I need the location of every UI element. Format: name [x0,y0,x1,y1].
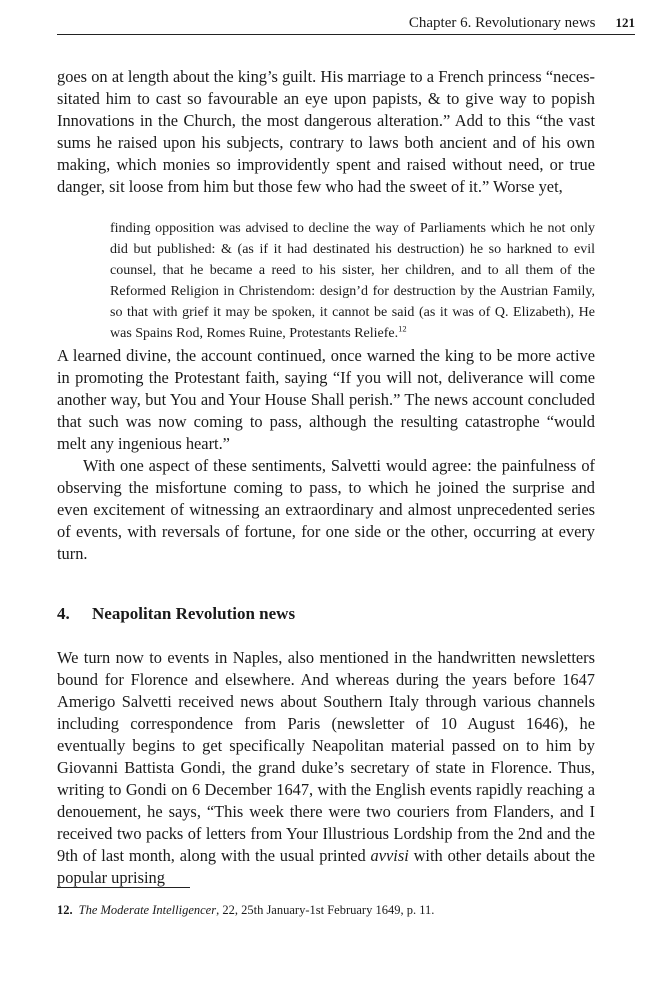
paragraph-kings-guilt: goes on at length about the king’s guilt. His marriage to a French princess “necessitated him to cast so favourable an eye upon papists, & to give way to popish Innovations in the Church, the most dangerous alteration.” Add to this “the vast sums he raised upon his subjects, contrary to laws both ancient and of his own making, which monies so improvidently spent and raised without need, or true danger, sit loose from him but those few who had the sweet of it.” Worse yet, [57,67,595,196]
footnote-source-title: The Moderate Intelligencer [78,903,217,917]
paragraph-salvetti-sentiments: With one aspect of these sentiments, Salvetti would agree: the painfulness of observing the misfortune coming to pass, to which he joined the surprise and even excitement of witnessing an extraordinary and almost unprecedented series of events, with reversals of fortune, for one side or the other, occurring at every turn. [57,456,595,563]
page-number: 121 [615,15,635,30]
paragraph-naples-text-end: with other details about the popular uprising [57,846,595,887]
paragraph-naples-events [57,647,595,889]
block-quote [110,218,595,344]
chapter-title: Chapter 6. Revolutionary news [408,15,596,31]
footnote-divider [57,887,190,888]
running-head [57,12,635,35]
footnote-citation: , 22, 25th January-1st February 1649, p. 11. [216,903,435,917]
paragraph-learned-divine: A learned divine, the account continued, once warned the king to be more active in promoting the Protestant faith, saying “If you will not, deliverance will come another way, but You and Your House Shall perish.” The news account concluded that such was now coming to pass, although the resulting catastrophe “would melt any ingenious heart.” [57,346,595,453]
section-title: Neapolitan Revolution news [92,604,296,623]
footnote-reference: 12 [398,323,407,334]
section-heading [57,601,595,627]
avvisi-emphasis: avvisi [370,846,409,865]
block-quote-text: finding opposition was advised to decline the way of Parliaments which he not only did but published: & (as if it had destinated his destruction) he so harkned to evil counsel, that he became a reed to his sister, her children, and to all them of the Reformed Religion in Christendom: design’d for destruction by the Austrian Family, so that with grief it may be spoken, it cannot be said (as it was of Q. Elizabeth), He was Spains Rod, Romes Ruine, Protestants Reliefe. [110,221,595,341]
footnote-12 [57,901,595,919]
section-number: 4. [57,604,70,623]
paragraph-naples-text: We turn now to events in Naples, also mentioned in the handwritten newsletters bound for Florence and elsewhere. And whereas during the years before 1647 Amerigo Salvetti received news about Southern Italy through various channels including correspondence from Paris (newsletter of 10 August 1646), he eventually begins to get specifically Neapolitan material passed on to him by Giovanni Battista Gondi, the grand duke’s secretary of state in Florence. Thus, writing to Gondi on 6 December 1647, with the English events rapidly reaching a denouement, he says, “This week there were two couriers from Flanders, and I received two packs of letters from Your Illustrious Lordship from the 2nd and the 9th of last month, along with the usual printed [57,648,595,865]
footnote-number: 12. [57,903,73,917]
